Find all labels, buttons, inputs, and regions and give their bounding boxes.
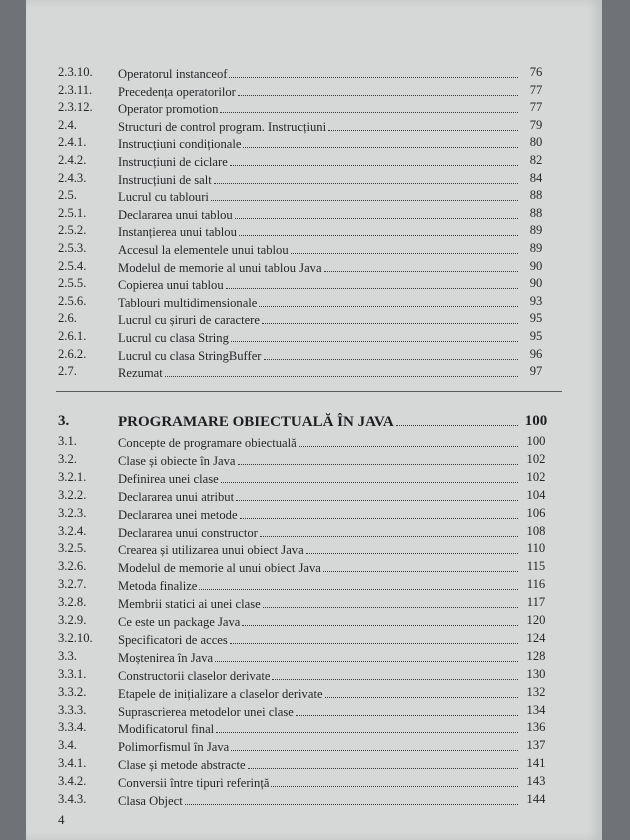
entry-title: Membrii statici ai unei clase (118, 597, 261, 612)
entry-number: 2.7. (58, 364, 77, 379)
entry-page-number: 84 (529, 170, 543, 185)
entry-title: Accesul la elementele unui tablou (118, 243, 289, 257)
entry-page-number: 95 (529, 329, 543, 343)
entry-page-number: 89 (529, 223, 543, 238)
entry-title: Modelul de memorie al unui obiect Java (118, 561, 321, 576)
toc-entry (26, 541, 602, 559)
entry-page-number: 76 (529, 65, 543, 79)
entry-title: Clase și obiecte în Java (118, 453, 236, 468)
entry-number: 2.6.2. (58, 346, 87, 361)
entry-title: Structuri de control program. Instrucțiuni (118, 119, 327, 134)
entry-title: Tablouri multidimensionale (118, 295, 258, 310)
toc-entry (26, 118, 602, 136)
entry-number: 3.2.3. (58, 505, 87, 520)
entry-page-number: 90 (529, 258, 543, 273)
entry-number: 3.3.1. (58, 666, 87, 681)
toc-entry (26, 153, 602, 171)
dot-leader (220, 100, 518, 113)
entry-title: Polimorfismul în Java (118, 740, 230, 755)
entry-number: 2.5.2. (58, 223, 87, 238)
entry-title: Etapele de inițializare a claselor derivate (118, 686, 323, 701)
dot-leader (231, 329, 518, 342)
dot-leader (325, 685, 518, 698)
toc-entry (26, 83, 602, 101)
entry-title: Suprascrierea metodelor unei clase (118, 704, 294, 719)
entry-title: Rezumat (118, 366, 163, 381)
entry-page-number: 96 (529, 346, 543, 361)
entry-title: Ce este un package Java (118, 615, 241, 629)
entry-title: Declararea unui tablou (118, 207, 233, 222)
entry-number: 2.4.1. (58, 135, 87, 150)
toc-entry (26, 792, 602, 810)
dot-leader (324, 259, 518, 272)
entry-page-number: 141 (526, 756, 546, 771)
toc-entry (26, 65, 602, 83)
dot-leader (243, 135, 518, 148)
entry-page-number: 97 (529, 364, 543, 379)
toc-entry (26, 524, 602, 542)
dot-leader (229, 65, 518, 78)
dot-leader (296, 703, 518, 716)
dot-leader (260, 524, 518, 537)
chapter-title: PROGRAMARE OBIECTUALĂ ÎN JAVA (118, 414, 394, 430)
entry-page-number: 102 (526, 469, 546, 484)
toc-entry (26, 577, 602, 595)
dot-leader (263, 595, 518, 608)
toc-entry (26, 613, 602, 631)
toc-entry (26, 470, 602, 488)
entry-title: Crearea și utilizarea unui obiect Java (118, 543, 304, 558)
dot-leader (199, 577, 518, 590)
entry-title: Clase și metode abstracte (118, 758, 246, 773)
toc-entry (26, 774, 602, 792)
toc-entry (26, 294, 602, 312)
toc-entry (26, 559, 602, 577)
entry-page-number: 124 (526, 630, 546, 645)
entry-page-number: 82 (529, 153, 543, 167)
toc-entry (26, 259, 602, 277)
entry-number: 2.4.3. (58, 170, 87, 185)
entry-title: Lucrul cu șiruri de caractere (118, 313, 260, 328)
entry-number: 3.4. (58, 738, 77, 753)
dot-leader (230, 631, 518, 644)
entry-page-number: 104 (526, 487, 546, 502)
entry-number: 3.4.2. (58, 774, 87, 789)
toc-entry (26, 364, 602, 382)
toc-entry (26, 188, 602, 206)
dot-leader (238, 83, 518, 96)
toc-entry (26, 703, 602, 721)
dot-leader (264, 347, 519, 360)
entry-page-number: 77 (529, 100, 543, 115)
entry-title: Lucrul cu clasa String (118, 331, 229, 345)
toc-chapter-heading (26, 413, 602, 435)
entry-title: Modelul de memorie al unui tablou Java (118, 260, 322, 275)
entry-page-number: 88 (529, 205, 543, 220)
dot-leader (248, 756, 518, 769)
entry-title: Metoda finalize (118, 579, 198, 594)
entry-page-number: 89 (529, 241, 543, 255)
entry-page-number: 132 (526, 684, 546, 699)
entry-page-number: 88 (529, 188, 543, 203)
dot-leader (231, 738, 518, 751)
entry-number: 2.4. (58, 117, 77, 132)
toc-entry (26, 276, 602, 294)
entry-number: 2.6.1. (58, 329, 87, 343)
entry-title: Operatorul instanceof (118, 67, 228, 81)
entry-title: Clasa Object (118, 794, 183, 808)
chapter-page-number: 100 (524, 413, 548, 429)
toc-entry (26, 488, 602, 506)
book-page (26, 0, 602, 840)
entry-page-number: 100 (526, 434, 546, 448)
entry-number: 3.2.2. (58, 487, 87, 502)
dot-leader (291, 241, 518, 254)
entry-number: 3.1. (58, 434, 77, 448)
toc-entry (26, 434, 602, 452)
entry-title: Instrucțiuni de salt (118, 172, 212, 187)
toc-entry (26, 206, 602, 224)
entry-title: Instrucțiuni condiționale (118, 137, 242, 152)
entry-page-number: 110 (526, 541, 546, 556)
dot-leader (215, 649, 518, 662)
dot-leader (240, 506, 518, 519)
entry-number: 3.2.5. (58, 541, 87, 556)
entry-title: Copierea unui tablou (118, 278, 224, 293)
entry-page-number: 108 (526, 523, 546, 538)
entry-number: 3.2.4. (58, 523, 87, 538)
entry-number: 3.2. (58, 451, 77, 466)
dot-leader (236, 488, 518, 501)
entry-number: 3.3.4. (58, 720, 87, 735)
entry-number: 3.2.7. (58, 577, 87, 592)
entry-title: Instanțierea unui tablou (118, 225, 237, 240)
entry-page-number: 137 (526, 738, 546, 753)
entry-title: Instrucțiuni de ciclare (118, 155, 228, 169)
dot-leader (242, 613, 518, 626)
entry-title: Lucrul cu clasa StringBuffer (118, 348, 262, 363)
entry-number: 3.4.1. (58, 756, 87, 771)
entry-page-number: 77 (529, 82, 543, 97)
entry-number: 3.3.2. (58, 684, 87, 699)
entry-title: Lucrul cu tablouri (118, 190, 209, 205)
entry-page-number: 90 (529, 276, 543, 291)
toc-entry (26, 135, 602, 153)
entry-title: Declararea unui constructor (118, 525, 258, 540)
chapter-number: 3. (58, 413, 70, 429)
entry-title: Conversii între tipuri referință (118, 776, 270, 791)
entry-number: 2.3.10. (58, 65, 93, 79)
entry-page-number: 116 (526, 577, 546, 592)
toc-entry (26, 241, 602, 259)
dot-leader (306, 541, 518, 554)
dot-leader (165, 364, 518, 377)
toc-entry (26, 347, 602, 365)
page-folio: 4 (58, 812, 65, 827)
entry-title: Precedența operatorilor (118, 84, 236, 99)
entry-number: 2.6. (58, 311, 77, 326)
entry-number: 2.5.4. (58, 258, 87, 273)
entry-number: 3.3.3. (58, 702, 87, 717)
entry-page-number: 128 (526, 648, 546, 663)
toc-entry (26, 100, 602, 118)
dot-leader (216, 720, 518, 733)
entry-number: 2.3.11. (58, 82, 93, 97)
entry-page-number: 130 (526, 666, 546, 681)
entry-number: 3.2.10. (58, 630, 93, 645)
entry-title: Declararea unui atribut (118, 489, 235, 504)
entry-page-number: 95 (529, 311, 543, 326)
entry-page-number: 143 (526, 774, 546, 789)
entry-title: Definirea unei clase (118, 471, 219, 486)
entry-page-number: 136 (526, 720, 546, 735)
entry-page-number: 117 (526, 595, 546, 610)
entry-number: 2.3.12. (58, 100, 93, 115)
entry-number: 3.2.6. (58, 559, 87, 574)
entry-page-number: 144 (526, 792, 546, 806)
entry-title: Declararea unei metode (118, 507, 238, 522)
entry-title: Specificatori de acces (118, 632, 228, 647)
dot-leader (259, 294, 518, 307)
entry-title: Concepte de programare obiectuală (118, 436, 297, 450)
toc-entry (26, 223, 602, 241)
dot-leader (299, 434, 518, 447)
entry-title: Constructorii claselor derivate (118, 668, 271, 683)
entry-number: 2.5.3. (58, 241, 87, 255)
dot-leader (221, 470, 518, 483)
dot-leader (235, 206, 518, 219)
toc-entry (26, 506, 602, 524)
entry-page-number: 79 (529, 117, 543, 132)
entry-title: Operator promotion (118, 102, 219, 117)
dot-leader (323, 559, 518, 572)
entry-number: 2.5.1. (58, 205, 87, 220)
toc-entry (26, 756, 602, 774)
toc-entry (26, 667, 602, 685)
entry-number: 3.2.9. (58, 613, 87, 627)
entry-number: 3.3. (58, 648, 77, 663)
separator-rule (56, 391, 562, 392)
entry-page-number: 134 (526, 702, 546, 717)
entry-page-number: 102 (526, 451, 546, 466)
entry-page-number: 120 (526, 613, 546, 627)
dot-leader (214, 171, 518, 184)
dot-leader (226, 276, 518, 289)
dot-leader (272, 667, 518, 680)
entry-number: 2.5. (58, 188, 77, 203)
entry-page-number: 80 (529, 135, 543, 150)
toc-entry (26, 171, 602, 189)
dot-leader (185, 792, 518, 805)
entry-page-number: 106 (526, 505, 546, 520)
dot-leader (396, 413, 518, 426)
entry-number: 3.4.3. (58, 792, 87, 806)
entry-number: 3.2.8. (58, 595, 87, 610)
entry-title: Modificatorul final (118, 722, 215, 737)
toc-entry (26, 595, 602, 613)
entry-page-number: 115 (526, 559, 546, 574)
entry-number: 3.2.1. (58, 469, 87, 484)
toc-entry (26, 452, 602, 470)
entry-number: 2.5.6. (58, 293, 87, 308)
dot-leader (230, 153, 518, 166)
dot-leader (211, 188, 518, 201)
entry-title: Moștenirea în Java (118, 650, 214, 665)
dot-leader (262, 311, 518, 324)
toc-entry (26, 649, 602, 667)
entry-number: 2.4.2. (58, 153, 87, 167)
toc-entry (26, 329, 602, 347)
dot-leader (328, 118, 518, 131)
toc-entry (26, 685, 602, 703)
dot-leader (238, 452, 518, 465)
dot-leader (239, 223, 518, 236)
dot-leader (271, 774, 518, 787)
toc-entry (26, 738, 602, 756)
toc-entry (26, 720, 602, 738)
toc-entry (26, 631, 602, 649)
entry-number: 2.5.5. (58, 276, 87, 291)
toc-entry (26, 311, 602, 329)
entry-page-number: 93 (529, 293, 543, 308)
